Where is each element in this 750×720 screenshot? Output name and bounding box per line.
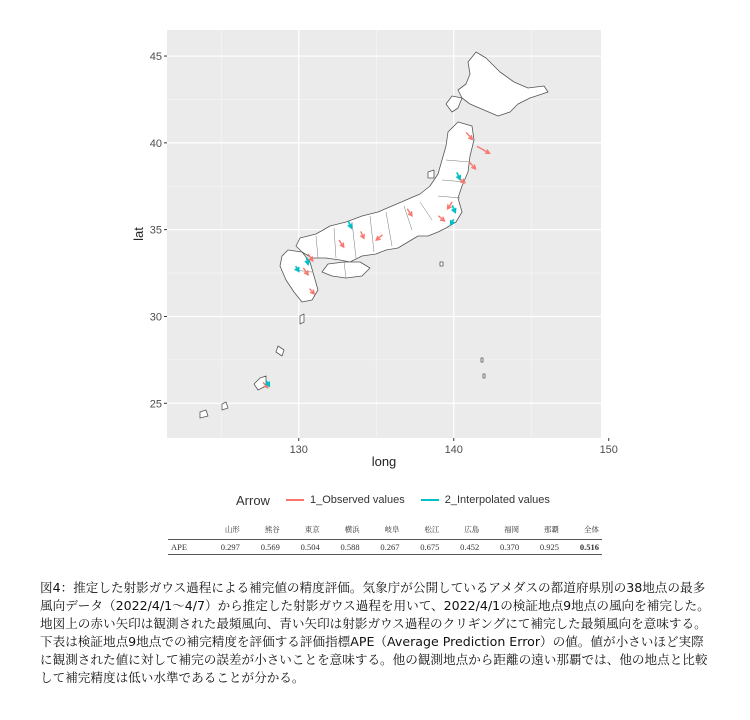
- table-header-cell: [168, 522, 203, 540]
- table-cell: 0.452: [442, 540, 482, 555]
- table-cell-total: 0.516: [562, 540, 602, 555]
- table-row-label: APE: [168, 540, 203, 555]
- x-tick-label: 130: [289, 444, 308, 456]
- izu-island: [440, 262, 443, 266]
- ogasawara-2: [483, 374, 485, 378]
- y-tick-label: 45: [149, 51, 162, 64]
- table-cell: 0.925: [522, 540, 562, 555]
- legend-title: Arrow: [236, 492, 270, 508]
- y-tick-label: 35: [149, 224, 162, 237]
- table-header-cell: 全体: [584, 525, 599, 534]
- table-header-row: [168, 522, 602, 540]
- tanegashima: [300, 314, 304, 324]
- x-axis-label: long: [371, 454, 397, 469]
- table-cell: 0.504: [283, 540, 323, 555]
- legend-item-interpolated: [417, 494, 550, 506]
- table-header-cell: 松江: [424, 525, 440, 534]
- y-tick-label: 25: [149, 398, 162, 411]
- x-tick-label: 150: [599, 444, 618, 456]
- table-cell: 0.588: [323, 540, 363, 555]
- legend: [236, 490, 562, 510]
- ogasawara: [481, 358, 483, 362]
- y-tick-label: 30: [149, 311, 162, 324]
- x-tick-label: 140: [444, 444, 463, 456]
- legend-label-observed: 1_Observed values: [309, 494, 405, 506]
- legend-item-observed: [282, 494, 405, 506]
- table-header-cell: 那覇: [544, 525, 560, 534]
- table-cell: 0.370: [482, 540, 522, 555]
- table-cell: 0.297: [203, 540, 243, 555]
- table-header-cell: 横浜: [344, 525, 360, 534]
- table-row: [168, 540, 602, 555]
- table-cell: 0.267: [363, 540, 403, 555]
- table-header-cell: 東京: [304, 525, 320, 534]
- table-header-cell: 福岡: [504, 525, 520, 534]
- ape-table: [168, 522, 602, 555]
- legend-swatch-interpolated: [421, 499, 439, 501]
- table-cell: 0.675: [402, 540, 442, 555]
- table-header-cell: 熊谷: [264, 525, 280, 534]
- table-header-cell: 岐阜: [384, 525, 400, 534]
- table-header-cell: 広島: [464, 525, 480, 534]
- figure-caption: 図4：推定した射影ガウス過程による補完値の精度評価。気象庁が公開しているアメダスの都道府県別の38地点の最多風向データ（2022/4/1～4/7）から推定した射影ガウス過程を用いて、2022/4/1の検証地点9地点の風向を補完した。地図上の赤い矢印は観測された最頻風向、青い矢印は射影ガウス過程のクリギングにて補完した最頻風向を意味する。下表は検証地点9地点での補完精度を評価する評価指標APE（Average Prediction Error）の値。値が小さいほど実際に観測された値に対して補完の誤差が小さいことを意味する。他の観測地点から距離の遠い那覇では、他の地点と比較して補完精度は低い水準であることが分かる。: [40, 580, 710, 685]
- table-header-cell: 山形: [224, 525, 240, 534]
- y-tick-label: 40: [149, 137, 162, 150]
- legend-swatch-observed: [286, 499, 304, 501]
- y-axis-label: lat: [131, 227, 146, 241]
- table-cell: 0.569: [243, 540, 283, 555]
- legend-label-interpolated: 2_Interpolated values: [444, 494, 550, 506]
